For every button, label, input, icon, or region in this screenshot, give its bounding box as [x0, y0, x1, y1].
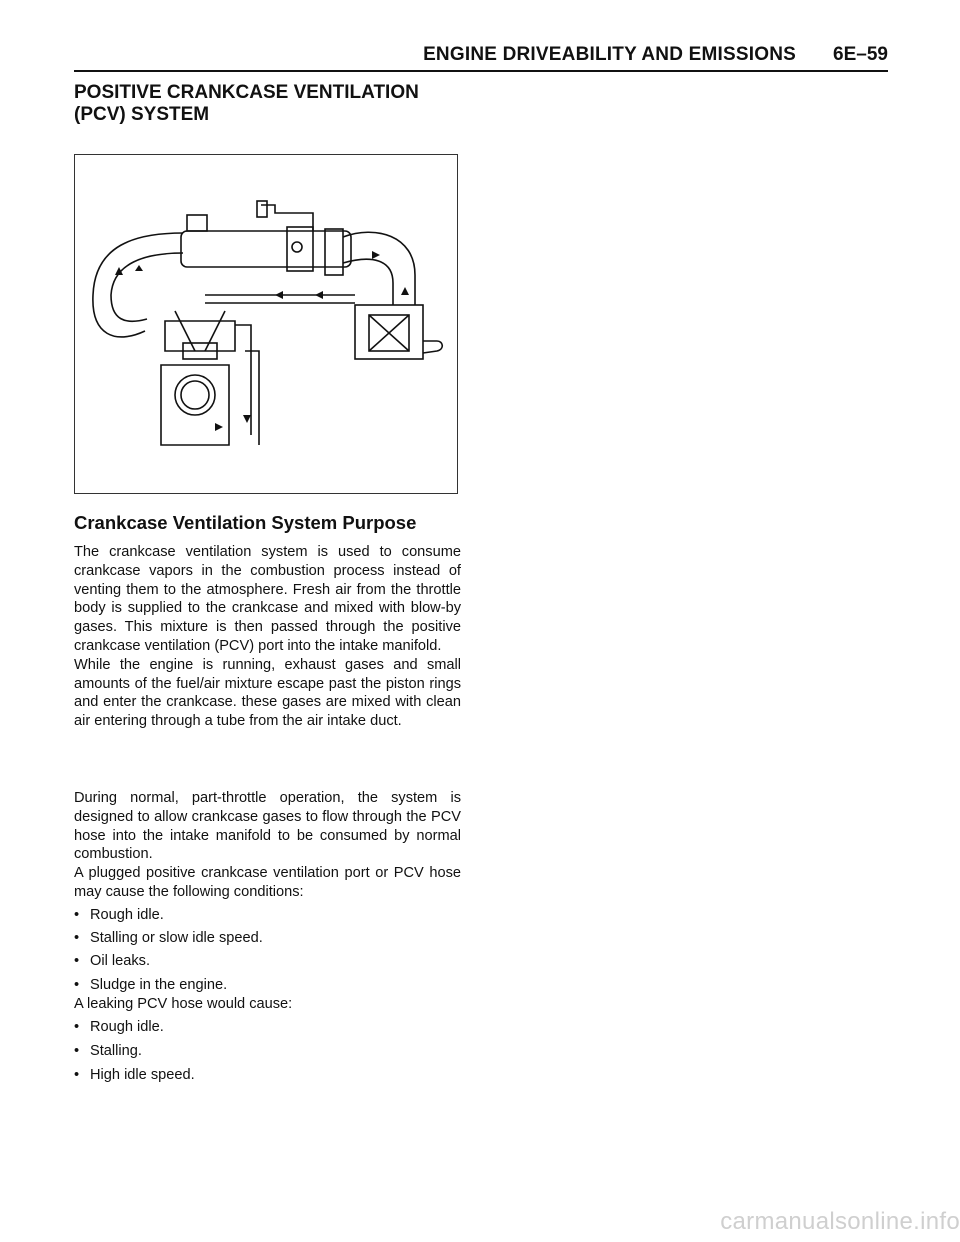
paragraph-3: During normal, part-throttle operation, the system is designed to allow crankcase gases to flow through the PCV hose into the intake manifold to be consumed by normal combustion. [74, 790, 461, 863]
paragraph-purpose [74, 543, 461, 731]
bullet-marker: • [74, 1043, 80, 1059]
list-item [74, 1042, 142, 1060]
subheading: Crankcase Ventilation System Purpose [74, 512, 417, 533]
paragraph-4: A plugged positive crankcase ventilation port or PCV hose may cause the following conditions: [74, 865, 461, 900]
list-item [74, 1066, 195, 1084]
section-title-line-2: (PCV) SYSTEM [74, 104, 210, 125]
list-item-text: Stalling. [90, 1043, 142, 1059]
list-item [74, 952, 150, 970]
bullet-marker: • [74, 907, 80, 923]
bullet-marker: • [74, 1019, 80, 1035]
bullet-marker: • [74, 977, 80, 993]
watermark-footer: carmanualsonline.info [720, 1208, 960, 1235]
bullet-marker: • [74, 953, 80, 969]
leak-intro: A leaking PCV hose would cause: [74, 996, 293, 1012]
list-item-text: Stalling or slow idle speed. [90, 930, 263, 946]
section-title [74, 82, 494, 126]
paragraph-2: While the engine is running, exhaust gases and small amounts of the fuel/air mixture escape past the piston rings and enter the crankcase. these gases are mixed with clean air entering through a tube from the air intake duct. [74, 656, 461, 730]
paragraph-1: The crankcase ventilation system is used to consume crankcase vapors in the combustion process instead of venting them to the atmosphere. Fresh air from the throttle body is supplied to the crankcase and mixed with blow-by gases. This mixture is then passed through the positive crankcase ventilation (PCV) port into the intake manifold. [74, 544, 461, 654]
list-item [74, 1018, 164, 1036]
section-title-line-1: POSITIVE CRANKCASE VENTILATION [74, 82, 419, 103]
list-item [74, 976, 227, 994]
bullet-marker: • [74, 930, 80, 946]
page-number: 6E–59 [833, 44, 888, 65]
paragraph-operation [74, 789, 461, 902]
list-item-text: Sludge in the engine. [90, 977, 228, 993]
header-title: ENGINE DRIVEABILITY AND EMISSIONS [423, 44, 796, 65]
list-item-text: Rough idle. [90, 907, 164, 923]
list-item [74, 906, 164, 924]
list-item [74, 929, 263, 947]
pcv-system-diagram [74, 154, 458, 494]
pcv-diagram-drawing [75, 155, 459, 495]
list-item-text: Oil leaks. [90, 953, 151, 969]
list-item-text: Rough idle. [90, 1019, 164, 1035]
bullet-marker: • [74, 1067, 80, 1083]
list-item-text: High idle speed. [90, 1067, 195, 1083]
page-header [74, 42, 888, 72]
